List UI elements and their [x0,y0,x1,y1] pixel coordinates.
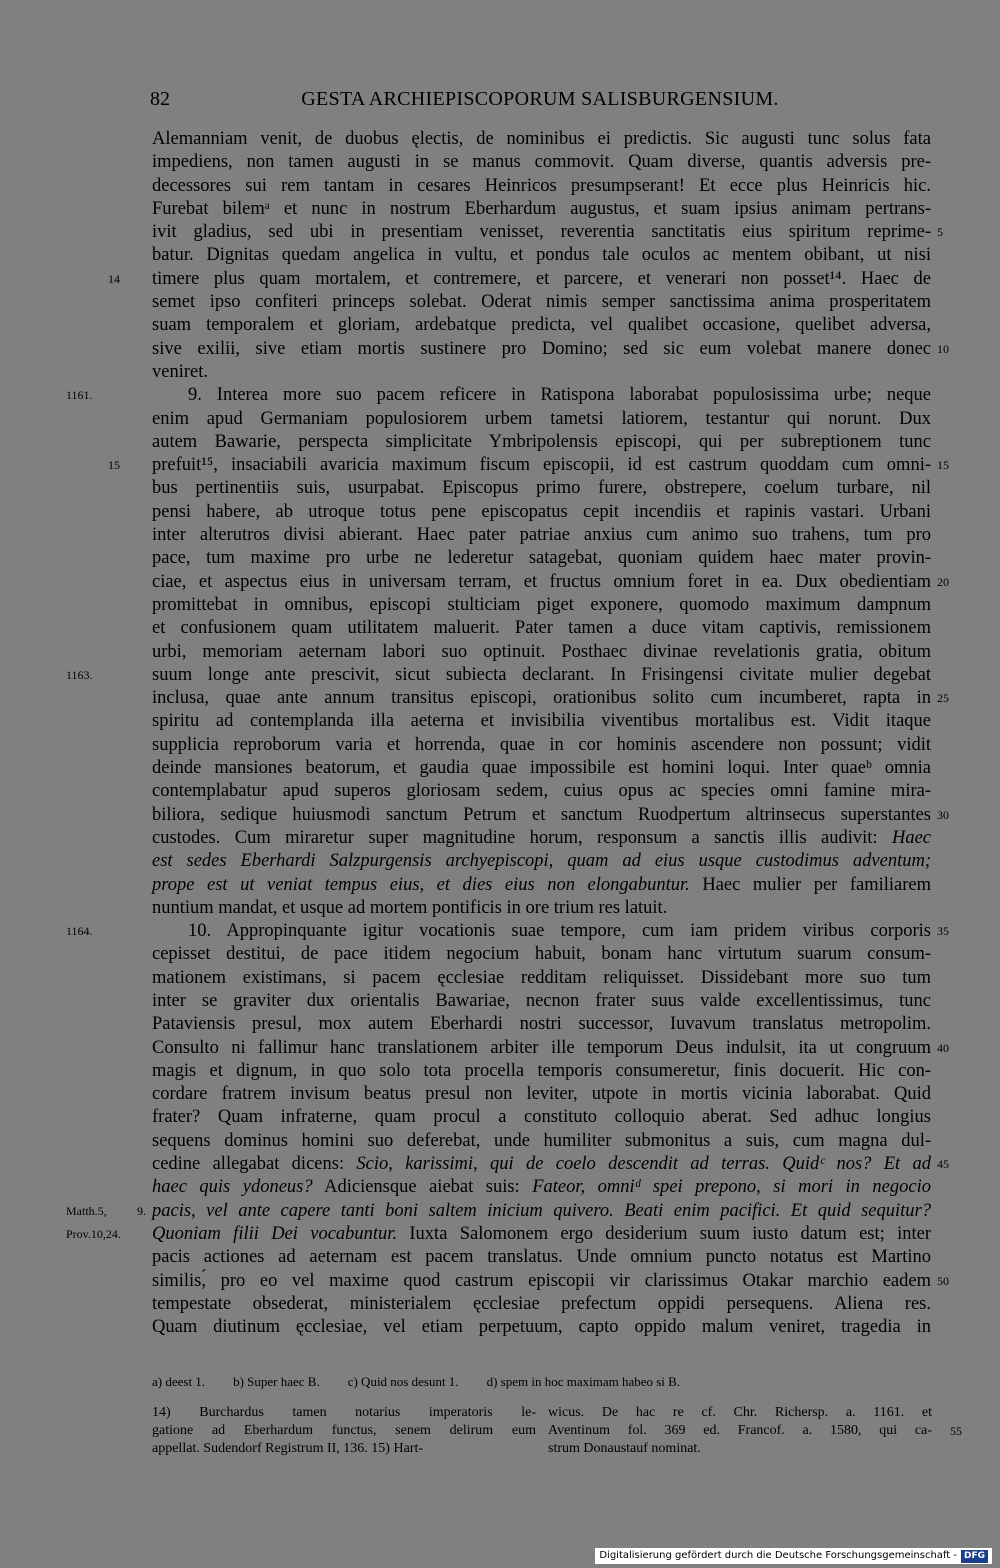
line-text: inclusa, quae ante annum transitus episcopi, orationibus solito cum incumberet, rapta in [152,688,931,709]
text-line [152,594,931,617]
apparatus-entry: b) Super haec B. [233,1374,320,1389]
text-line [152,314,931,337]
line-text: suam temporalem et gloriam, ardebatque predicta, vel qualibet occasione, quelibet adversa, [152,315,931,336]
line-text: cedine allegabat dicens: [152,1154,357,1175]
line-text: 9. Interea more suo pacem reficere in Ratispona laborabat populosissima urbe; neque [188,385,931,406]
text-line [152,221,943,244]
line-number-left: 15 [108,458,120,473]
text-line [66,920,949,943]
line-text: Consulto ni fallimur hanc translationem arbiter ille temporum Deus indulsit, ita ut congruum [152,1037,931,1058]
line-text: supplicia reproborum varia et horrenda, quae in cor hominis ascendere non possunt; vidit [152,734,931,755]
text-line [66,1200,931,1223]
line-text: semet ipso confiteri princeps solebat. Oderat nimis semper sanctissima anima prosperitatem [152,292,931,313]
text-line [152,1130,931,1153]
line-italic-text: haec quis ydoneus? [152,1177,313,1198]
text-line [152,571,949,594]
text-line [152,151,931,174]
line-number-right: 55 [950,1424,962,1438]
line-text: sive exilii, sive etiam mortis sustinere pro Domino; sed sic eum volebat manere donec [152,338,931,359]
line-text: Haec mulier per familiarem [689,874,932,895]
line-italic-text: Fateor, omniᵈ spei prepono, si mori in negocio [532,1177,931,1198]
text-line [152,850,931,873]
line-number-right: 20 [937,574,949,589]
line-text: decessores sui rem tantam in cesares Heinricos presumpserant! Et ecce plus Heinricis hic. [152,175,931,196]
text-line [66,664,931,687]
line-number-right: 15 [937,458,949,473]
text-line [152,874,931,897]
text-line [152,244,931,267]
line-text: promittebat in omnibus, episcopi stulticiam piget exponere, quomodo maximum dampnum [152,594,931,615]
credit-text: Digitalisierung gefördert durch die Deutsche Forschungsgemeinschaft - [599,1550,957,1561]
line-text: 10. Appropinquante igitur vocationis suae tempore, cum iam pridem viribus corporis [188,921,931,942]
line-text: suum longe ante prescivit, sicut subiecta declarant. In Frisingensi civitate mulier degebat [152,664,931,685]
text-line [152,361,931,384]
marginal-note: 1163. [66,667,93,682]
line-text: ciae, et aspectus eius in universam terram, et fructus omnium foret in ea. Dux obedientiam [152,571,931,592]
text-line [152,780,931,803]
line-text: spiritu ad contemplanda illa aeterna et invisibilia viventibus mortalibus est. Vidit itaque [152,711,931,732]
footnote-line: 14) Burchardus tamen notarius imperatoris le- [152,1405,536,1420]
line-text: et confusionem quam utilitatem maluerit. Pater tamen a duce vitam captivis, remissionem [152,618,931,639]
text-line [152,897,931,920]
line-italic-text: Quoniam filii Dei vocabuntur. [152,1223,398,1244]
text-line [152,967,931,990]
line-text: ivit gladius, sed ubi in presentiam venisset, reverentia sanctitatis eius spiritum reprime- [152,222,931,243]
text-line [152,408,931,431]
text-line [152,1293,931,1316]
line-number-right: 45 [937,1157,949,1172]
line-number-right: 30 [937,807,949,822]
line-number-left: 14 [108,271,120,286]
line-text: Quam diutinum ęcclesiae, vel etiam perpetuum, capto oppido malum veniret, tragedia in [152,1317,931,1338]
line-text: Iuxta Salomonem ergo desiderium suum iusto datum est; inter [397,1223,931,1244]
text-line [152,1106,931,1129]
text-line [152,943,931,966]
dfg-logo: DFG [961,1550,988,1563]
line-text: custodes. Cum miraretur super magnitudine horum, responsum a sanctis illis audivit: [152,827,892,848]
text-line [108,268,931,291]
text-line [152,431,931,454]
text-line [152,501,931,524]
line-text: biliora, sedique huiusmodi sanctum Petrum et sanctum Ruodpertum altrinsecus superstantes [152,804,931,825]
footnote-line: Aventinum fol. 369 ed. Francof. a. 1580, qui ca- 55 [548,1423,962,1438]
marginal-note: Matth.5, 9. [66,1203,146,1218]
line-text: cepisset destitui, de pace itidem negocium habuit, bonam hanc virtutum suarum consum- [152,944,931,965]
footnotes-right-column [548,1404,962,1458]
line-text: Alemanniam venit, de duobus ęlectis, de nominibus ei predictis. Sic augusti tunc solus fata [152,129,931,149]
text-line [152,1316,931,1339]
line-italic-text: pacis, vel ante capere tanti boni saltem inicium quivero. Beati enim pacifici. Et quid sequitur? [152,1200,931,1221]
line-text: pacis actiones ad aeternam est pacem translatus. Unde omnium puncto notatus est Martino [152,1247,931,1268]
text-line [152,1270,949,1293]
line-text: Pataviensis presul, mox autem Eberhardi nostri successor, Iuvavum translatus metropolim. [152,1014,931,1035]
text-line [152,1013,931,1036]
page-number: 82 [150,88,170,110]
line-number-right: 10 [937,341,949,356]
text-line [152,1060,931,1083]
dfg-credit-bar [595,1548,992,1564]
text-line [152,128,931,151]
text-line [152,710,931,733]
line-italic-text: Haec [891,827,931,848]
line-text: pace, tum maxime pro urbe ne lederetur satagebat, quoniam quidem haec mater provin- [152,548,931,569]
text-line [66,384,931,407]
text-line [152,198,931,221]
line-text: magis et dignum, in quo solo tota procella temporis consumeretur, finis docuerit. Hic con- [152,1060,931,1081]
line-italic-text: prope est ut veniat tempus eius, et dies eius non elongabuntur. [152,874,690,895]
text-line [152,1083,931,1106]
line-text: similis,́ pro eo vel maxime quod castrum episcopii vir clarissimus Otakar marchio eadem [152,1270,931,1291]
line-italic-text: Scio, karissimi, qui de coelo descendit ad terras. Quidᶜ nos? Et ad [356,1154,931,1175]
line-text: bus pertinentiis suis, usurpabat. Episcopus primo furere, obstrepere, coelum turbare, nil [152,478,931,499]
line-text: deinde mansiones beatorum, et gaudia quae impossibile est homini loqui. Inter quaeᵇ omnia [152,758,931,779]
line-text: contemplabatur apud superos gloriosam sedem, cuius opus ac species omni famine mira- [152,781,931,802]
line-text: nuntium mandat, et usque ad mortem pontificis in ore trium res latuit. [152,897,668,918]
apparatus-entry: a) deest 1. [152,1374,206,1389]
line-number-right: 5 [937,225,943,240]
text-line [108,454,949,477]
footnote-line: gatione ad Eberhardum functus, senem delirum eum [152,1423,536,1438]
line-text: cordare fratrem invisum beatus presul non leviter, utpote in mortis vicinia laborabat. Quid [152,1084,931,1105]
text-line [152,687,949,710]
text-line [152,804,949,827]
text-line [152,617,931,640]
text-line [152,990,931,1013]
text-line [152,1153,949,1176]
line-text: batur. Dignitas quedam angelica in vultu, et pondus tale oculos ac mentem obibant, ut nisi [152,245,931,266]
text-line [152,827,931,850]
text-line [66,1223,931,1246]
marginal-note: 1164. [66,924,93,939]
line-text: sequens dominus homini suo deferebat, unde humiliter submonitus a suis, cum magna dul- [152,1130,931,1151]
page-header [150,88,930,114]
line-text: inter alterutros divisi abierant. Haec pater patriae anxius cum animo suo trahens, tum pro [152,525,931,546]
body-text [66,128,949,1339]
line-text: prefuit¹⁵, insaciabili avaricia maximum fiscum episcopii, id est castrum quoddam cum omni- [152,455,931,476]
line-italic-text: est sedes Eberhardi Salzpurgensis archyepiscopi, quam ad eius usque custodimus adventum; [152,851,931,872]
footnote-line: appellat. Sudendorf Registrum II, 136. 15) Hart- [152,1441,423,1456]
footnotes-left-column [152,1404,536,1458]
line-text: urbi, memoriam aeternam labori suo optinuit. Posthaec divinae revelationis gratia, obitum [152,641,931,662]
marginal-note: Prov.10,24. [66,1226,121,1241]
line-text: frater? Quam infraterne, quam procul a constituto colloquio aberat. Sed adhuc longius [152,1107,931,1128]
critical-apparatus [152,1374,931,1390]
marginal-note: 1161. [66,388,93,403]
line-text: impediens, non tamen augusti in se manus commovit. Quam diverse, quantis adversis pre- [152,152,931,173]
text-line [152,641,931,664]
line-text: tempestate obsederat, ministerialem ęcclesiae prefectum oppidi persequens. Aliena res. [152,1293,931,1314]
footnote-line: strum Donaustauf nominat. [548,1441,701,1456]
text-line [152,175,931,198]
running-title: GESTA ARCHIEPISCOPORUM SALISBURGENSIUM. [301,88,779,110]
line-number-right: 25 [937,691,949,706]
text-line [152,477,931,500]
line-text: mationem existimans, si pacem ęcclesiae redditam reliquisset. Dissidebant more suo tum [152,967,931,988]
text-line [152,1246,931,1269]
line-text: Adiciensque aiebat suis: [312,1177,533,1198]
line-text: veniret. [152,361,208,382]
line-text: timere plus quam mortalem, et contremere, et parcere, et venerari non posset¹⁴. Haec de [152,268,931,289]
text-line [152,734,931,757]
line-text: inter se graviter dux orientalis Bawariae, necnon frater suus valde excellentissimus, tunc [152,990,931,1011]
line-number-right: 50 [937,1273,949,1288]
text-line [152,524,931,547]
apparatus-entry: d) spem in hoc maximam habeo si B. [486,1374,681,1389]
text-line [152,547,931,570]
text-line [152,757,931,780]
text-line [152,1176,931,1199]
line-text: enim apud Germaniam populosiorem urbem tametsi latiorem, testantur qui norunt. Dux [152,408,931,429]
footnote-line: wicus. De hac re cf. Chr. Richersp. a. 1161. et [548,1405,932,1420]
apparatus-entry: c) Quid nos desunt 1. [347,1374,459,1389]
line-number-right: 40 [937,1040,949,1055]
text-line [152,338,949,361]
line-text: pensi habere, ab utroque totus pene episcopatus cepit incendiis et rapinis vastari. Urbani [152,501,931,522]
text-line [152,1037,949,1060]
text-line [152,291,931,314]
line-text: autem Bawarie, perspecta simplicitate Ymbripolensis episcopi, qui per subreptionem tunc [152,431,931,452]
line-text: Furebat bilemᵃ et nunc in nostrum Eberhardum augustus, et suam ipsius animam pertrans- [152,198,931,219]
line-number-right: 35 [937,924,949,939]
